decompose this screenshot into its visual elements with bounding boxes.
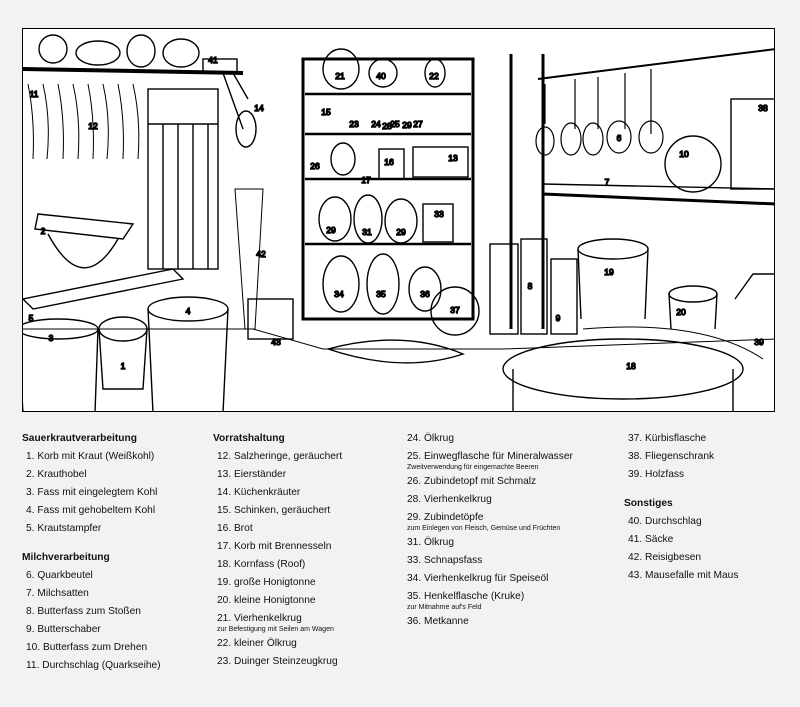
- legend-item: 19. große Honigtonne: [217, 577, 316, 588]
- legend-item: 40. Durchschlag: [628, 516, 702, 527]
- legend-item: 43. Mausefalle mit Maus: [628, 570, 739, 581]
- label-43: 43: [271, 337, 281, 347]
- label-35: 35: [376, 289, 386, 299]
- legend-item: 8. Butterfass zum Stoßen: [26, 606, 141, 617]
- label-25: 25: [390, 119, 400, 129]
- label-6: 6: [616, 133, 622, 143]
- legend-item: 15. Schinken, geräuchert: [217, 505, 331, 516]
- label-38: 38: [758, 103, 768, 113]
- label-28: 26: [310, 161, 320, 171]
- legend-item: 10. Butterfass zum Drehen: [26, 642, 148, 653]
- legend-col-3: [403, 430, 573, 631]
- legend-item: 24. Ölkrug: [407, 433, 454, 444]
- legend-gap: [22, 538, 161, 549]
- legend-item: 22. kleiner Ölkrug: [217, 638, 297, 649]
- label-40: 40: [376, 71, 386, 81]
- label-20: 20: [676, 307, 686, 317]
- legend-item: 29. Zubindetöpfe: [407, 512, 484, 523]
- label-24: 24: [371, 119, 381, 129]
- legend-gap: [624, 484, 738, 495]
- label-16: 16: [384, 157, 394, 167]
- legend-item: 11. Durchschlag (Quarkseihe): [26, 660, 161, 671]
- legend-heading: Sauerkrautverarbeitung: [22, 433, 137, 444]
- label-42: 42: [256, 249, 266, 259]
- label-15: 15: [321, 107, 331, 117]
- legend-item: 34. Vierhenkelkrug für Speiseöl: [407, 573, 549, 584]
- label-37: 37: [450, 305, 460, 315]
- label-22: 22: [429, 71, 439, 81]
- legend-heading: Vorratshaltung: [213, 433, 285, 444]
- label-10: 10: [679, 149, 689, 159]
- legend-item: 33. Schnapsfass: [407, 555, 483, 566]
- legend-item: 31. Ölkrug: [407, 537, 454, 548]
- legend-col-1: [22, 430, 161, 675]
- legend-item: 25. Einwegflasche für Mineralwasser: [407, 451, 573, 462]
- label-29b: 29: [396, 227, 406, 237]
- legend-col-2: [213, 430, 342, 671]
- label-14: 14: [254, 103, 264, 113]
- legend-item: 7. Milchsatten: [26, 588, 89, 599]
- label-13: 13: [448, 153, 458, 163]
- label-26-top: 27: [413, 119, 423, 129]
- label-7: 7: [604, 177, 610, 187]
- label-11: 11: [29, 89, 39, 99]
- legend-item: 21. Vierhenkelkrug: [217, 613, 302, 624]
- legend-col-4: [624, 430, 738, 585]
- label-1: 1: [120, 361, 126, 371]
- label-19: 19: [604, 267, 614, 277]
- label-39: 39: [754, 337, 764, 347]
- legend-note: zum Einlegen von Fleisch, Gemüse und Früchten: [407, 525, 561, 532]
- legend-note: Zweitverwendung für eingemachte Beeren: [407, 464, 539, 471]
- label-18: 18: [626, 361, 636, 371]
- legend-item: 20. kleine Honigtonne: [217, 595, 316, 606]
- legend-item: 17. Korb mit Brennesseln: [217, 541, 332, 552]
- label-41: 41: [208, 55, 218, 65]
- label-27: 28: [382, 121, 392, 131]
- legend-heading: Milchverarbeitung: [22, 552, 110, 563]
- label-5: 5: [28, 313, 34, 323]
- legend-item: 18. Kornfass (Roof): [217, 559, 306, 570]
- label-4: 4: [185, 306, 191, 316]
- legend-item: 41. Säcke: [628, 534, 674, 545]
- legend-item: 3. Fass mit eingelegtem Kohl: [26, 487, 158, 498]
- kitchen-illustration: [22, 28, 775, 412]
- legend-item: 42. Reisigbesen: [628, 552, 702, 563]
- legend-item: 23. Duinger Steinzeugkrug: [217, 656, 338, 667]
- label-33: 33: [434, 209, 444, 219]
- label-29a: 29: [326, 225, 336, 235]
- legend-item: 26. Zubindetopf mit Schmalz: [407, 476, 537, 487]
- legend-item: 36. Metkanne: [407, 616, 469, 627]
- legend-item: 12. Salzheringe, geräuchert: [217, 451, 343, 462]
- legend-item: 38. Fliegenschrank: [628, 451, 715, 462]
- legend-item: 4. Fass mit gehobeltem Kohl: [26, 505, 156, 516]
- label-23: 23: [349, 119, 359, 129]
- label-17: 17: [361, 175, 371, 185]
- label-9: 9: [555, 313, 561, 323]
- legend-item: 6. Quarkbeutel: [26, 570, 93, 581]
- legend-item: 39. Holzfass: [628, 469, 685, 480]
- label-12: 12: [88, 121, 98, 131]
- legend-item: 2. Krauthobel: [26, 469, 87, 480]
- label-29c: 29: [402, 120, 412, 130]
- label-8: 8: [527, 281, 533, 291]
- label-21: 21: [335, 71, 345, 81]
- label-36: 36: [420, 289, 430, 299]
- legend-item: 5. Krautstampfer: [26, 523, 102, 534]
- legend-note: zur Mitnahme auf's Feld: [407, 604, 482, 611]
- kitchen-drawing: [23, 29, 775, 412]
- legend-item: 14. Küchenkräuter: [217, 487, 301, 498]
- legend-item: 28. Vierhenkelkrug: [407, 494, 492, 505]
- label-31: 31: [362, 227, 372, 237]
- label-3: 3: [48, 333, 54, 343]
- legend-item: 35. Henkelflasche (Kruke): [407, 591, 525, 602]
- legend-item: 13. Eierständer: [217, 469, 287, 480]
- legend-item: 37. Kürbisflasche: [628, 433, 707, 444]
- legend-note: zur Befestigung mit Seilen am Wagen: [217, 626, 334, 633]
- legend-heading: Sonstiges: [624, 498, 673, 509]
- label-2: 2: [40, 226, 46, 236]
- legend-item: 1. Korb mit Kraut (Weißkohl): [26, 451, 155, 462]
- legend-item: 16. Brot: [217, 523, 253, 534]
- label-34: 34: [334, 289, 344, 299]
- legend-item: 9. Butterschaber: [26, 624, 101, 635]
